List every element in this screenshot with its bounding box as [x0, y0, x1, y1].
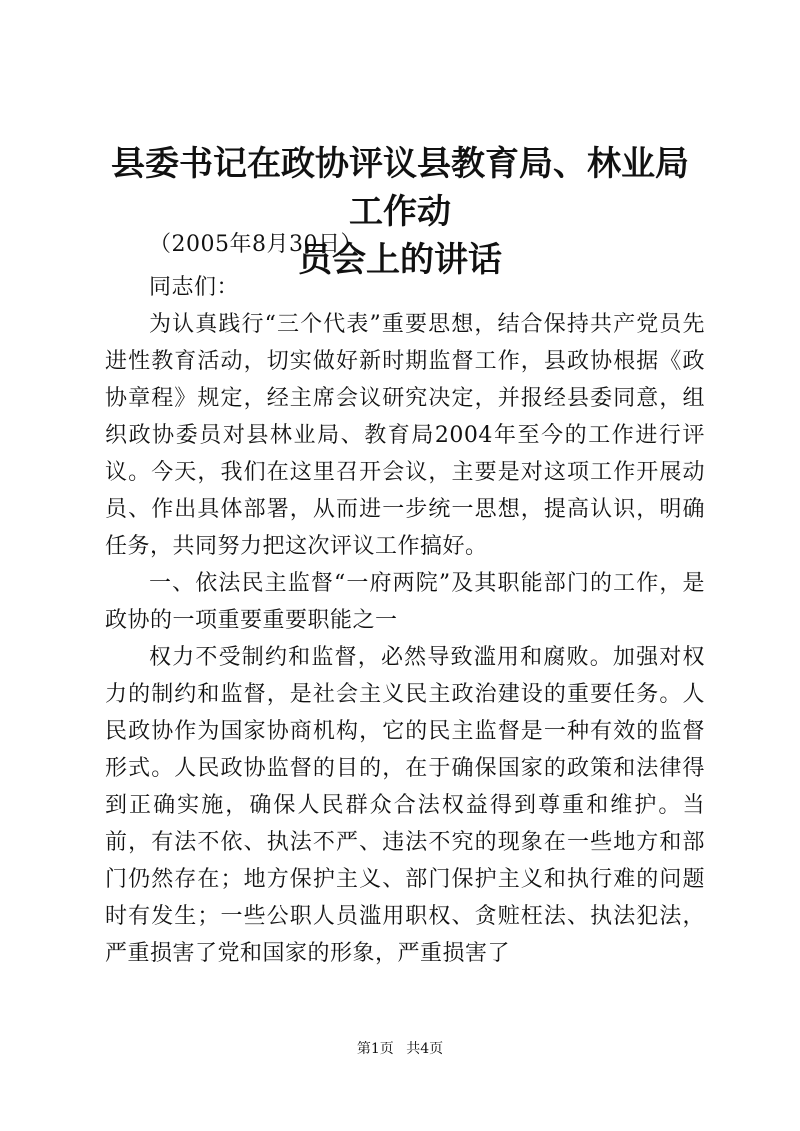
speech-date: （2005年8月30日） [149, 232, 363, 257]
page-number: 第1页 [356, 1041, 394, 1057]
section-heading-1: 一、依法民主监督“一府两院”及其职能部门的工作，是政协的一项重要重要职能之一 [105, 571, 705, 633]
page-total: 共4页 [406, 1041, 444, 1057]
title-line-1: 县委书记在政协评议县教育局、林业局工作动 [111, 144, 689, 232]
paragraph-intro: 为认真践行“三个代表”重要思想，结合保持共产党员先进性教育活动，切实做好新时期监督工作，县政协根据《政协章程》规定，经主席会议研究决定，并报经县委同意，组织政协委员对县林业局、教育局2004年至今的工作进行评议。今天，我们在这里召开会议，主要是对这项工作开展动员、作出具体部署，从而进一步统一思想，提高认识，明确任务，共同努力把这次评议工作搞好。 [105, 312, 705, 559]
salutation: 同志们： [149, 275, 240, 300]
document-body [105, 226, 705, 972]
page-footer [0, 1038, 800, 1058]
paragraph-supervision: 权力不受制约和监督，必然导致滥用和腐败。加强对权力的制约和监督，是社会主义民主政治建设的重要任务。人民政协作为国家协商机构，它的民主监督是一种有效的监督形式。人民政协监督的目的，在于确保国家的政策和法律得到正确实施，确保人民群众合法权益得到尊重和维护。当前，有法不依、执法不严、违法不究的现象在一些地方和部门仍然存在；地方保护主义、部门保护主义和执行难的问题时有发生；一些公职人员滥用职权、贪赃枉法、执法犯法，严重损害了党和国家的形象，严重损害了 [105, 645, 705, 966]
title-line-2: 员会上的讲话 [298, 240, 502, 280]
